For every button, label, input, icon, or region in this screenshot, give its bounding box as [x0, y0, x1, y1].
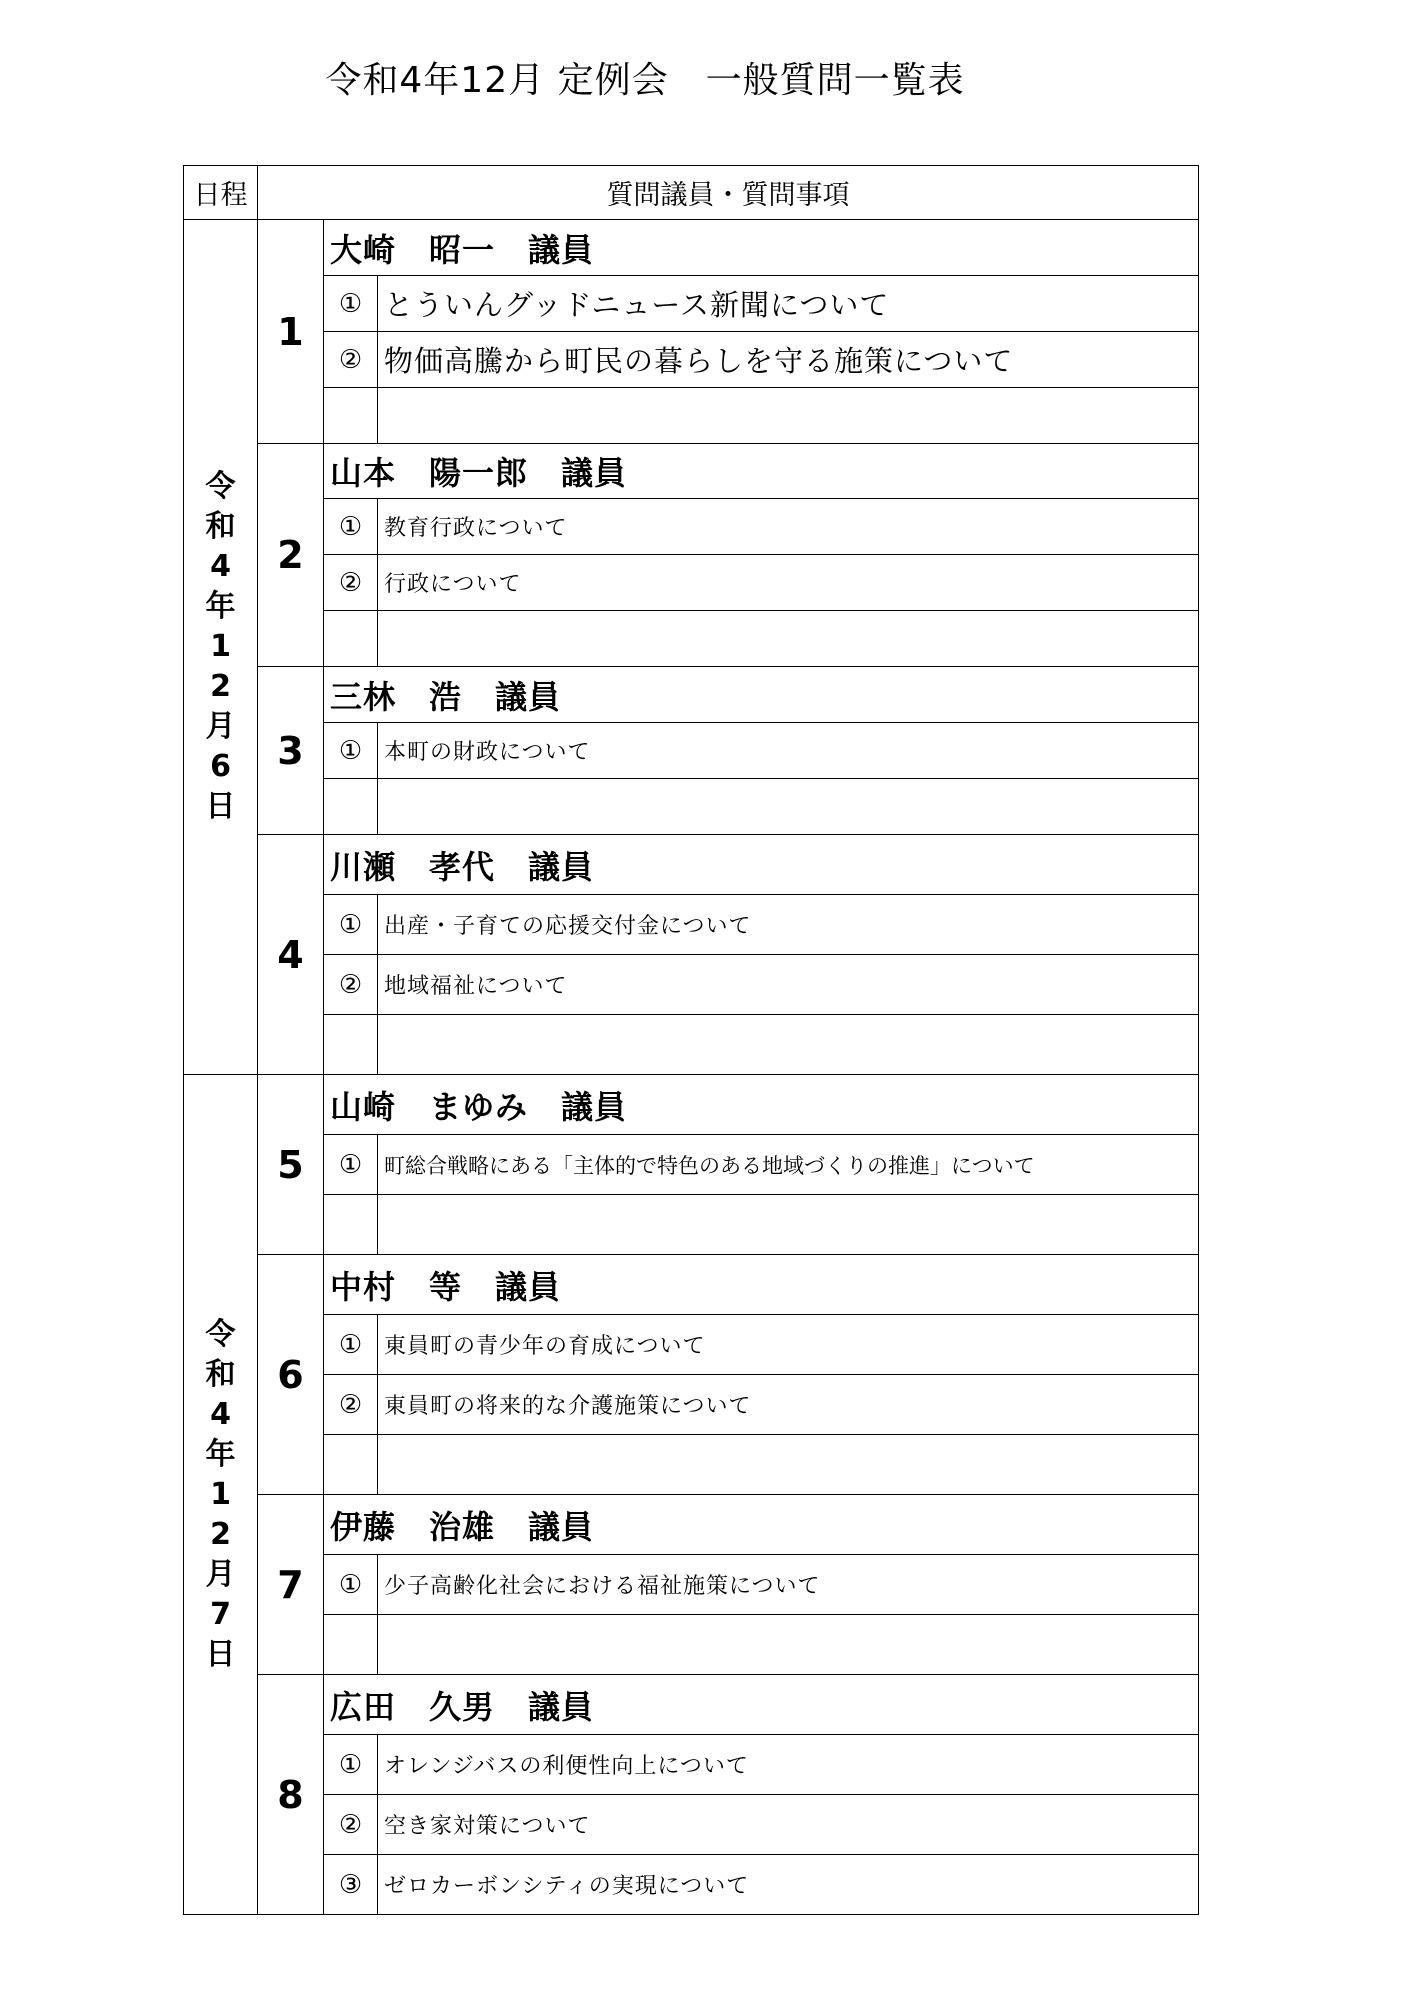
empty-row: [184, 1195, 1199, 1255]
member-name-row: [184, 444, 1199, 499]
page-title: 令和4年12月 定例会 一般質問一覧表: [325, 60, 965, 101]
topic-row: [184, 1315, 1199, 1375]
empty-row: [184, 1615, 1199, 1675]
topic-mark: ①: [324, 1135, 378, 1195]
member-number: 8: [258, 1675, 324, 1915]
topic-text: 行政について: [378, 555, 1199, 611]
topic-text: オレンジバスの利便性向上について: [378, 1735, 1199, 1795]
member-name-row: [184, 1495, 1199, 1555]
topic-text: 地域福祉について: [378, 955, 1199, 1015]
member-name: 大崎 昭一 議員: [324, 220, 1199, 276]
member-name-row: [184, 220, 1199, 276]
topic-row: [184, 555, 1199, 611]
topic-mark: ①: [324, 1555, 378, 1615]
topic-row: [184, 1135, 1199, 1195]
empty-row: [184, 388, 1199, 444]
topic-text: 出産・子育ての応援交付金について: [378, 895, 1199, 955]
member-name: 中村 等 議員: [324, 1255, 1199, 1315]
topic-mark: ①: [324, 276, 378, 332]
topic-text: 空き家対策について: [378, 1795, 1199, 1855]
member-number: 7: [258, 1495, 324, 1675]
member-name: 広田 久男 議員: [324, 1675, 1199, 1735]
topic-mark: ①: [324, 723, 378, 779]
member-number: 5: [258, 1075, 324, 1255]
topic-mark: ①: [324, 895, 378, 955]
topic-mark: ③: [324, 1855, 378, 1915]
topic-row: [184, 1735, 1199, 1795]
header-date: 日程: [184, 166, 258, 220]
member-name: 伊藤 治雄 議員: [324, 1495, 1199, 1555]
topic-row: [184, 499, 1199, 555]
member-name: 三林 浩 議員: [324, 667, 1199, 723]
topic-row: [184, 276, 1199, 332]
topic-mark: ②: [324, 1795, 378, 1855]
topic-row: [184, 723, 1199, 779]
member-name-row: [184, 1255, 1199, 1315]
member-number: 6: [258, 1255, 324, 1495]
member-name-row: [184, 1075, 1199, 1135]
topic-text: 町総合戦略にある「主体的で特色のある地域づくりの推進」について: [378, 1135, 1199, 1195]
empty-row: [184, 611, 1199, 667]
topic-row: [184, 1375, 1199, 1435]
date-cell-day1: 令 和 4 年 1 2 月 6 日: [184, 220, 258, 1075]
topic-row: [184, 1555, 1199, 1615]
topic-mark: ②: [324, 555, 378, 611]
topic-text: 教育行政について: [378, 499, 1199, 555]
topic-mark: ①: [324, 1315, 378, 1375]
topic-text: ゼロカーボンシティの実現について: [378, 1855, 1199, 1915]
header-row: [184, 166, 1199, 220]
topic-text: とういんグッドニュース新聞について: [378, 276, 1199, 332]
topic-mark: ①: [324, 1735, 378, 1795]
member-name: 川瀬 孝代 議員: [324, 835, 1199, 895]
member-number: 3: [258, 667, 324, 835]
topic-text: 東員町の将来的な介護施策について: [378, 1375, 1199, 1435]
member-name-row: [184, 667, 1199, 723]
member-name: 山崎 まゆみ 議員: [324, 1075, 1199, 1135]
topic-mark: ②: [324, 955, 378, 1015]
empty-row: [184, 779, 1199, 835]
topic-mark: ②: [324, 1375, 378, 1435]
topic-row: [184, 1795, 1199, 1855]
topic-mark: ①: [324, 499, 378, 555]
topic-text: 少子高齢化社会における福祉施策について: [378, 1555, 1199, 1615]
topic-row: [184, 895, 1199, 955]
topic-text: 物価高騰から町民の暮らしを守る施策について: [378, 332, 1199, 388]
member-number: 1: [258, 220, 324, 444]
question-table: [183, 165, 1199, 1915]
date-cell-day2: 令 和 4 年 1 2 月 7 日: [184, 1075, 258, 1915]
topic-row: [184, 1855, 1199, 1915]
member-number: 4: [258, 835, 324, 1075]
topic-mark: ②: [324, 332, 378, 388]
topic-text: 本町の財政について: [378, 723, 1199, 779]
member-number: 2: [258, 444, 324, 667]
header-content: 質問議員・質問事項: [258, 166, 1199, 220]
member-name-row: [184, 1675, 1199, 1735]
member-name: 山本 陽一郎 議員: [324, 444, 1199, 499]
empty-row: [184, 1015, 1199, 1075]
topic-row: [184, 955, 1199, 1015]
empty-row: [184, 1435, 1199, 1495]
topic-text: 東員町の青少年の育成について: [378, 1315, 1199, 1375]
topic-row: [184, 332, 1199, 388]
member-name-row: [184, 835, 1199, 895]
